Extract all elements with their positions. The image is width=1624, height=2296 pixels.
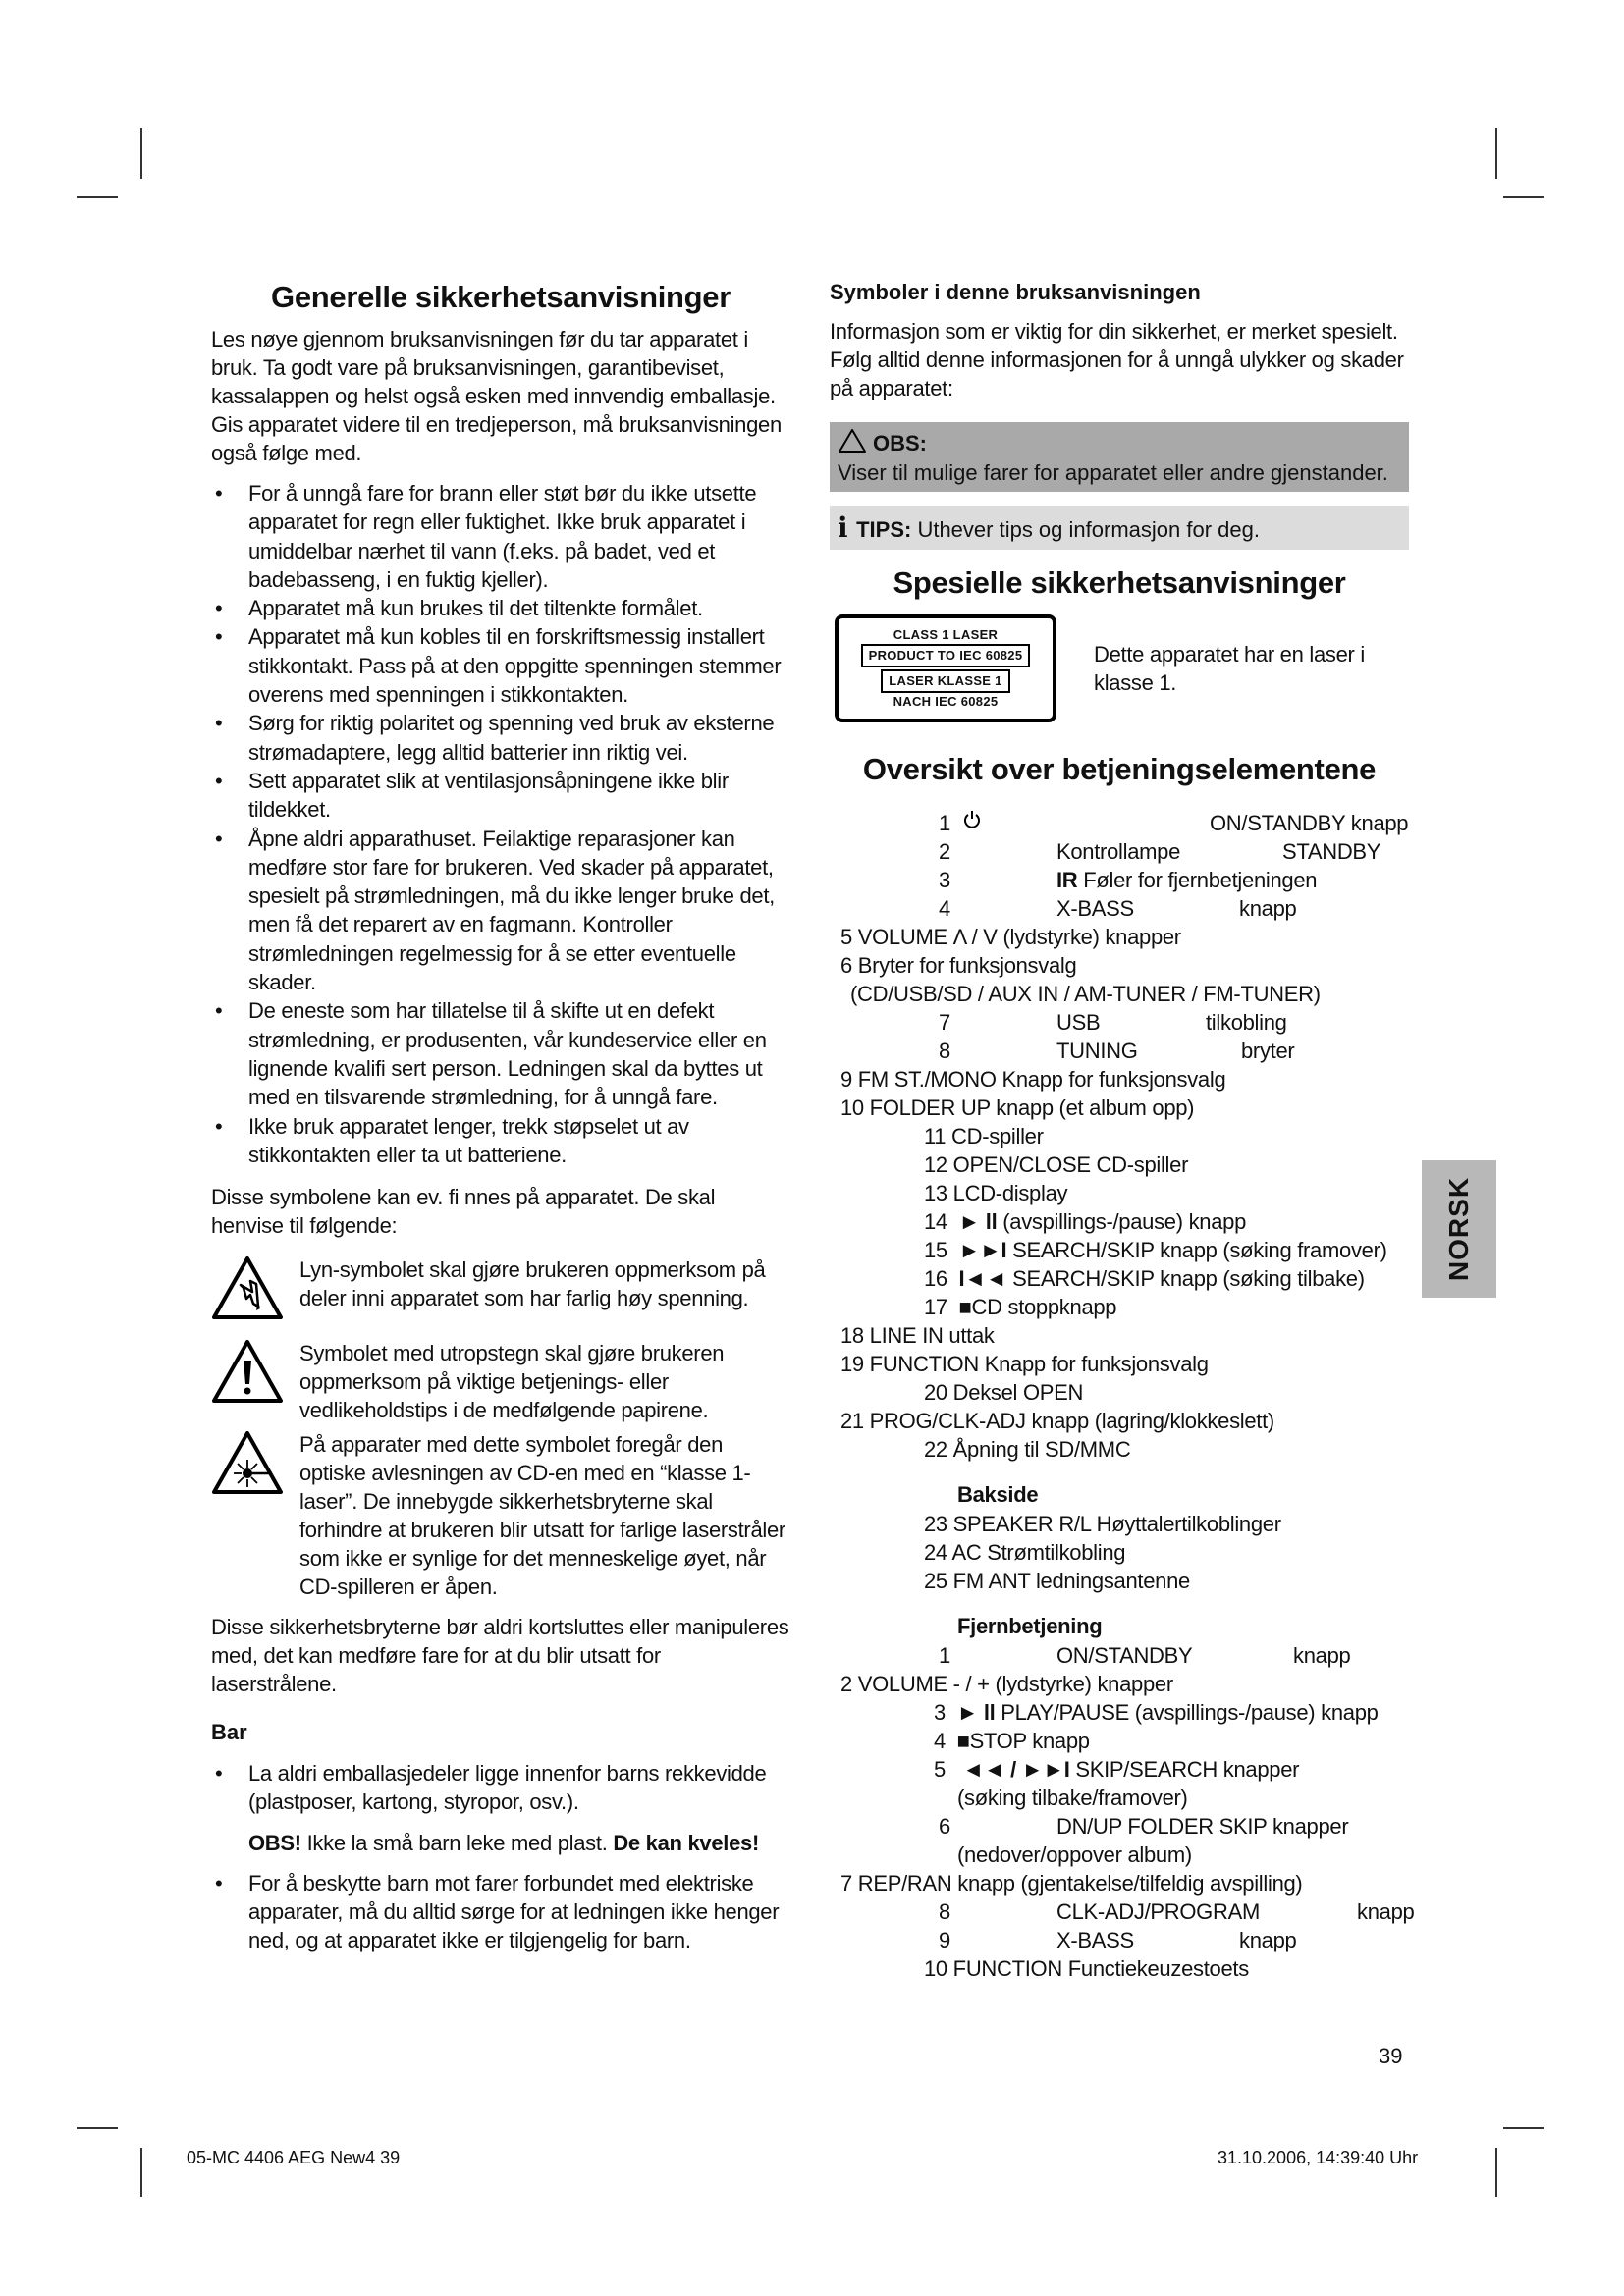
row-text: STANDBY (1282, 839, 1381, 864)
row-number: 6 (939, 1814, 950, 1839)
general-safety-title: Generelle sikkerhetsanvisninger (271, 280, 731, 314)
row-number: 14 (924, 1209, 947, 1234)
lightning-symbol-text: Lyn-symbolet skal gjøre brukeren oppmerksom på deler inni apparatet som har farlig høy spenning. (299, 1257, 766, 1311)
overview-title: Oversikt over betjeningselementene (862, 752, 1377, 786)
power-icon (962, 809, 982, 837)
row-text: 22 Åpning til SD/MMC (924, 1437, 1131, 1462)
tips-text: Uthever tips og informasjon for deg. (911, 517, 1260, 542)
row-text: Kontrollampe (1056, 839, 1181, 864)
bar-bullet-list (211, 1759, 790, 1817)
laser-line: PRODUCT TO IEC 60825 (861, 644, 1031, 667)
row-desc: CD stoppknapp (971, 1295, 1117, 1319)
row-text: knapp (1293, 1643, 1351, 1668)
row-text: USB (1056, 1010, 1101, 1035)
play-pause-icon: ► ll (956, 1700, 996, 1725)
row-text (924, 1293, 1116, 1321)
special-safety-title: Spesielle sikkerhetsanvisninger (893, 565, 1346, 600)
row-text: 21 PROG/CLK-ADJ knapp (lagring/klokkeslett) (840, 1409, 1274, 1433)
row-desc: (avspillings-/pause) knapp (997, 1209, 1247, 1234)
row-number: 9 (939, 1928, 950, 1952)
list-item: • Sørg for riktig polaritet og spenning ved bruk av eksterne strømadaptere, legg alltid batterier inn riktig vei. (211, 709, 790, 767)
tips-box (830, 506, 1409, 550)
crop-mark (140, 2148, 142, 2197)
row-text: 20 Deksel OPEN (924, 1380, 1084, 1405)
row-text: 7 REP/RAN knapp (gjentakelse/tilfeldig avspilling) (840, 1871, 1303, 1896)
skip-back-icon: I◄◄ (958, 1266, 1007, 1291)
row-text: X-BASS (1056, 1928, 1134, 1952)
obs-strong: De kan kveles! (613, 1830, 760, 1855)
right-column (830, 280, 1409, 787)
crop-mark (1495, 128, 1497, 179)
row-text: 2 VOLUME - / + (lydstyrke) knapper (840, 1672, 1173, 1696)
laser-text: Dette apparatet har en laser i klasse 1. (1094, 642, 1365, 695)
row-number: 15 (924, 1238, 947, 1262)
list-item: • Ikke bruk apparatet lenger, trekk støpselet ut av stikkontakten eller ta ut batteriene. (211, 1112, 790, 1170)
row-text: tilkobling (1206, 1010, 1287, 1035)
list-item: • For å unngå fare for brann eller støt bør du ikke utsette apparatet for regn eller fuktighet. Ikke bruk apparatet i umiddelbar nærhet til vann (f.eks. på badet, ved et badebasseng, i en fuktig kjeller). (211, 479, 790, 594)
row-text: bryter (1241, 1039, 1295, 1063)
list-item: • Åpne aldri apparathuset. Feilaktige reparasjoner kan medføre stor fare for brukeren. Ved skader på apparatet, spesielt på strømledningen, må du ikke lenger bruke det, men få det reparert av en fagmann. Kontroller strømledningen regelmessig for å se etter eventuelle skader. (211, 825, 790, 997)
row-text (934, 1727, 1090, 1755)
safety-bullet-list (211, 479, 790, 1169)
crop-mark (77, 2127, 118, 2129)
back-heading: Bakside (957, 1482, 1039, 1507)
list-item: • Sett apparatet slik at ventilasjonsåpningene ikke blir tildekket. (211, 767, 790, 825)
row-text: TUNING (1056, 1039, 1138, 1063)
row-text: 25 FM ANT ledningsantenne (924, 1569, 1190, 1593)
row-text: ON/STANDBY (1056, 1643, 1193, 1668)
row-text: (søking tilbake/framover) (957, 1786, 1188, 1810)
row-desc: SEARCH/SKIP knapp (søking framover) (1006, 1238, 1387, 1262)
symbols-text: Informasjon som er viktig for din sikkerhet, er merket spesielt. Følg alltid denne informasjonen for å unngå ulykker og skader på apparatet: (830, 319, 1404, 400)
row-text: 18 LINE IN uttak (840, 1323, 995, 1348)
row-text: 9 FM ST./MONO Knapp for funksjonsvalg (840, 1067, 1226, 1092)
row-text: 24 AC Strømtilkobling (924, 1540, 1126, 1565)
row-number: 4 (934, 1729, 946, 1753)
row-text: 19 FUNCTION Knapp for funksjonsvalg (840, 1352, 1209, 1376)
row-number: 5 (934, 1757, 946, 1782)
remote-heading: Fjernbetjening (957, 1614, 1103, 1638)
page-number: 39 (1379, 2044, 1403, 2068)
laser-line: LASER KLASSE 1 (881, 669, 1009, 693)
play-pause-icon: ► ll (958, 1209, 998, 1234)
ir-text: Føler for fjernbetjeningen (1077, 868, 1318, 892)
row-text (934, 1755, 1299, 1784)
row-number: 1 (939, 811, 950, 835)
row-text: (CD/USB/SD / AUX IN / AM-TUNER / FM-TUNER) (850, 982, 1321, 1006)
row-text (1056, 866, 1317, 894)
row-text: 5 VOLUME Λ / V (lydstyrke) knapper (840, 925, 1181, 949)
row-text: 23 SPEAKER R/L Høyttalertilkoblinger (924, 1512, 1281, 1536)
laser-symbol-text: På apparater med dette symbolet foregår den optiske avlesningen av CD-en med en “klasse 1-laser”. De innebygde sikkerhetsbryterne skal forhindre at brukeren blir utsatt for farlige laserstråler som ikke er synlige for det menneskelige øyet, når CD-spilleren er åpen. (299, 1432, 785, 1600)
row-text: ON/STANDBY knapp (1210, 811, 1409, 835)
row-text: DN/UP FOLDER SKIP knapper (1056, 1814, 1349, 1839)
crop-mark (77, 196, 118, 198)
crop-mark (1503, 2127, 1544, 2129)
laser-line: CLASS 1 LASER (893, 627, 999, 642)
obs-warning (211, 1829, 790, 1857)
switch-note: Disse sikkerhetsbryterne bør aldri kortsluttes eller manipuleres med, det kan medføre fare for at du blir utsatt for laserstrålene. (211, 1615, 789, 1697)
symbol-row (211, 1339, 790, 1424)
row-desc: SEARCH/SKIP knapp (søking tilbake) (1006, 1266, 1365, 1291)
list-item: • La aldri emballasjedeler ligge innenfor barns rekkevidde (plastposer, kartong, styropor, osv.). (211, 1759, 790, 1817)
left-column (211, 280, 790, 1955)
row-desc: STOP knapp (969, 1729, 1090, 1753)
row-text: 13 LCD-display (924, 1181, 1068, 1205)
symbol-row (211, 1255, 790, 1325)
row-number: 8 (939, 1039, 950, 1063)
row-text (924, 1207, 1246, 1236)
exclamation-symbol-text: Symbolet med utropstegn skal gjøre brukeren oppmerksom på viktige betjenings- eller vedlikeholdstips i de medfølgende papirene. (299, 1341, 725, 1423)
crop-mark (140, 128, 142, 179)
row-text (924, 1236, 1387, 1264)
stop-icon: ■ (956, 1729, 970, 1753)
laser-line: NACH IEC 60825 (893, 694, 999, 709)
crop-mark (1503, 196, 1544, 198)
row-number: 7 (939, 1010, 950, 1035)
row-text (924, 1264, 1365, 1293)
row-text: CLK-ADJ/PROGRAM (1056, 1899, 1260, 1924)
row-text: 10 FOLDER UP knapp (et album opp) (840, 1095, 1195, 1120)
laser-warning-icon (211, 1430, 299, 1601)
obs-prefix: OBS! (248, 1830, 301, 1855)
laser-class-block (830, 614, 1409, 722)
stop-icon: ■ (958, 1295, 972, 1319)
row-desc: PLAY/PAUSE (avspillings-/pause) knapp (995, 1700, 1379, 1725)
list-item: • De eneste som har tillatelse til å skifte ut en defekt strømledning, er produsenten, vår kundeservice eller en lignende kvalifi sert person. Ledningen skal da byttes ut med en tilsvarende strømledning, for å unngå fare. (211, 996, 790, 1111)
list-item: • Apparatet må kun brukes til det tiltenkte formålet. (211, 594, 790, 622)
language-tab-label: NORSK (1443, 1176, 1474, 1282)
list-item: • Apparatet må kun kobles til en forskriftsmessig installert stikkontakt. Pass på at den oppgitte spenningen stemmer overens med spenningen i stikkontakten. (211, 622, 790, 709)
language-tab (1422, 1160, 1496, 1298)
row-text: knapp (1239, 1928, 1297, 1952)
row-number: 16 (924, 1266, 947, 1291)
row-text: X-BASS (1056, 896, 1134, 921)
exclamation-warning-icon (211, 1339, 299, 1424)
bar-bullet-list-2 (211, 1869, 790, 1955)
row-number: 17 (924, 1295, 947, 1319)
row-text: 6 Bryter for funksjonsvalg (840, 953, 1077, 978)
intro-paragraph: Les nøye gjennom bruksanvisningen før du tar apparatet i bruk. Ta godt vare på bruksanvisningen, garantibeviset, kassalappen og helst også esken med innvendig emballasje. Gis apparatet videre til en tredjeperson, må bruksanvisningen også følge med. (211, 327, 782, 465)
obs-title: OBS: (873, 430, 927, 455)
footer-left: 05-MC 4406 AEG New4 39 (187, 2148, 401, 2167)
row-number: 3 (934, 1700, 946, 1725)
symbol-row (211, 1430, 790, 1601)
row-text (934, 1698, 1379, 1727)
crop-mark (1495, 2148, 1497, 2197)
symbols-heading: Symboler i denne bruksanvisningen (830, 280, 1201, 304)
row-text: 10 FUNCTION Functiekeuzestoets (924, 1956, 1249, 1981)
row-text: 11 CD-spiller (924, 1124, 1044, 1148)
obs-text: Viser til mulige farer for apparatet eller andre gjenstander. (838, 460, 1388, 485)
warning-triangle-icon (838, 428, 867, 458)
row-number: 1 (939, 1643, 950, 1668)
row-number: 8 (939, 1899, 950, 1924)
lightning-warning-icon (211, 1255, 299, 1325)
footer-right: 31.10.2006, 14:39:40 Uhr (1218, 2148, 1419, 2167)
row-number: 2 (939, 839, 950, 864)
info-icon: i (838, 511, 848, 544)
ir-label: IR (1056, 868, 1078, 892)
obs-mid: Ikke la små barn leke med plast. (300, 1830, 614, 1855)
list-item: • For å beskytte barn mot farer forbundet med elektriske apparater, må du alltid sørge for at ledningen ikke henger ned, og at apparatet ikke er tilgjengelig for barn. (211, 1869, 790, 1955)
row-text: knapp (1239, 896, 1297, 921)
row-text: knapp (1357, 1899, 1415, 1924)
tips-label: TIPS: (856, 517, 912, 542)
symbols-intro: Disse symbolene kan ev. fi nnes på apparatet. De skal henvise til følgende: (211, 1185, 716, 1239)
skip-forward-icon: ►►I (958, 1238, 1007, 1262)
row-text: (nedover/oppover album) (957, 1842, 1192, 1867)
bar-heading: Bar (211, 1720, 247, 1745)
obs-box (830, 422, 1409, 492)
laser-class-label (835, 614, 1056, 722)
row-text: 12 OPEN/CLOSE CD-spiller (924, 1152, 1189, 1177)
row-number: 3 (939, 868, 950, 892)
row-desc: SKIP/SEARCH knapper (1069, 1757, 1300, 1782)
row-number: 4 (939, 896, 950, 921)
skip-icons: ◄◄ / ►►I (962, 1757, 1070, 1782)
